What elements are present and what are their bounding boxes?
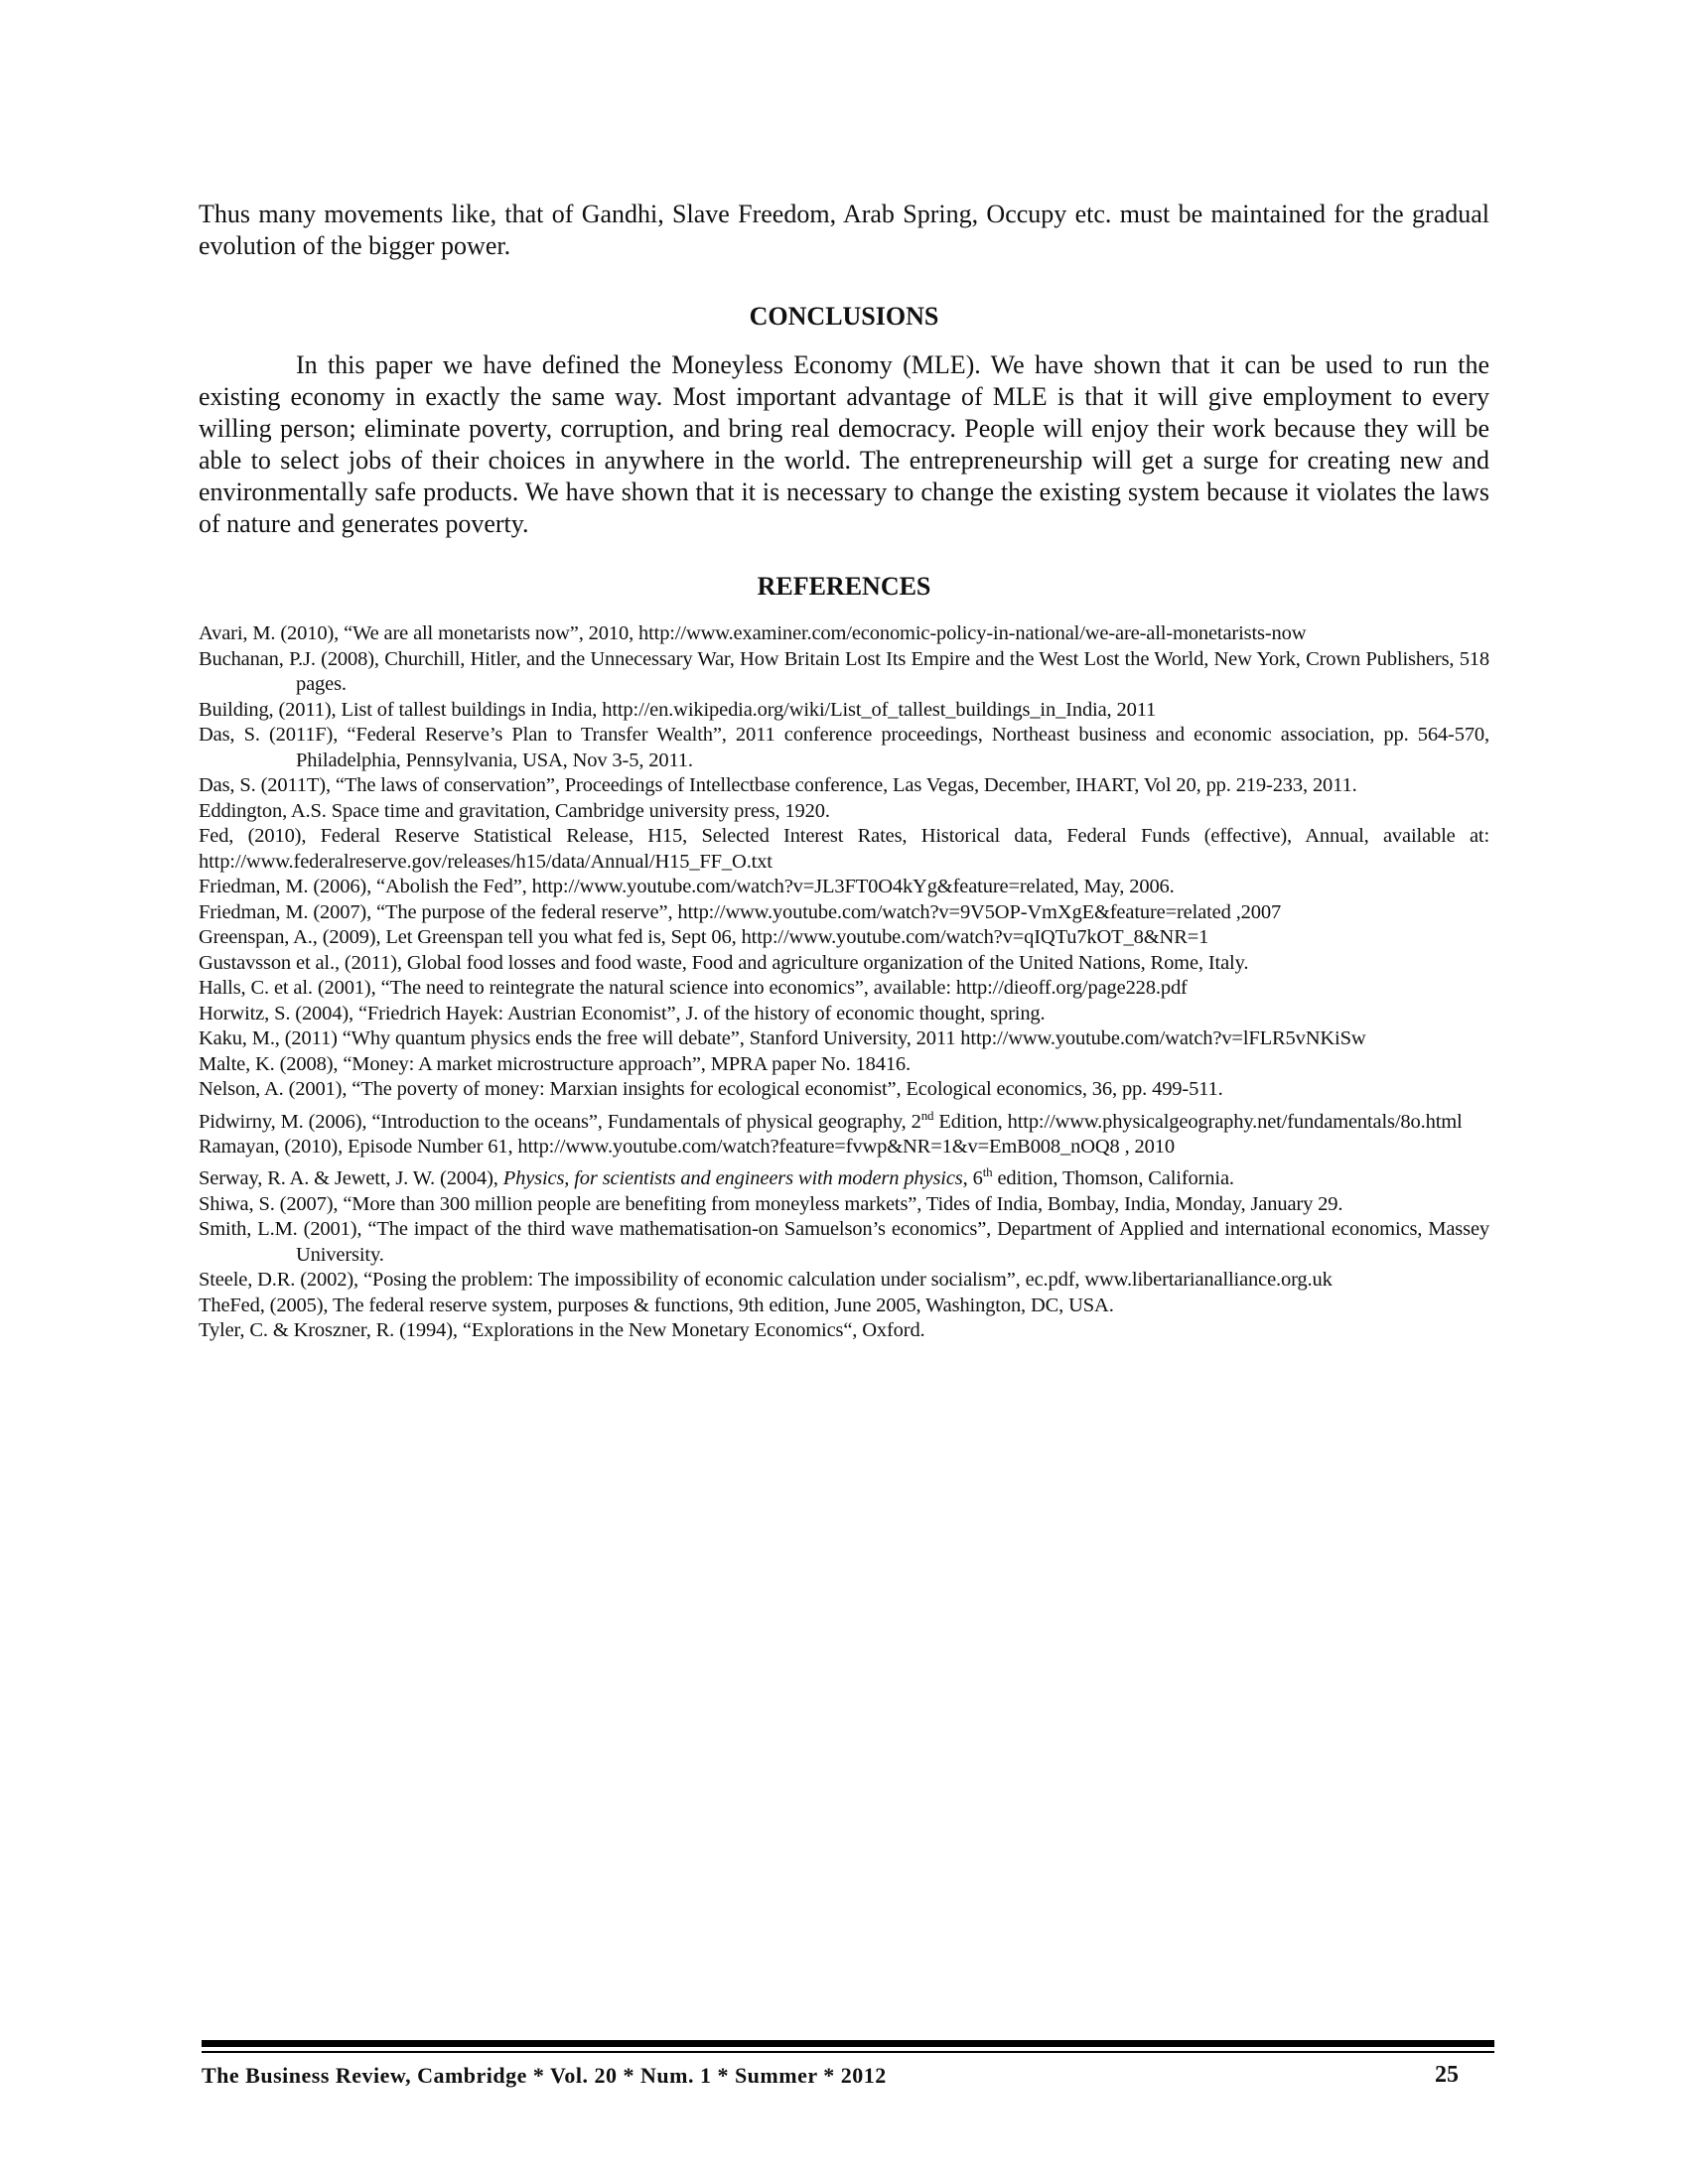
reference-item: Halls, C. et al. (2001), “The need to reintegrate the natural science into economics”, available: http://dieoff.org/page228.pdf — [199, 977, 1188, 999]
reference-item: Horwitz, S. (2004), “Friedrich Hayek: Austrian Economist”, J. of the history of economic thought, spring. — [199, 1002, 1046, 1024]
reference-item: Greenspan, A., (2009), Let Greenspan tell you what fed is, Sept 06, http://www.youtube.com/watch?v=qIQTu7kOT_8&NR=1 — [199, 926, 1209, 948]
reference-item: Tyler, C. & Kroszner, R. (1994), “Explorations in the New Monetary Economics“, Oxford. — [199, 1319, 925, 1342]
reference-item: TheFed, (2005), The federal reserve system, purposes & functions, 9th edition, June 2005, Washington, DC, USA. — [199, 1294, 1114, 1316]
reference-item: Malte, K. (2008), “Money: A market microstructure approach”, MPRA paper No. 18416. — [199, 1052, 911, 1075]
reference-item: Eddington, A.S. Space time and gravitation, Cambridge university press, 1920. — [199, 799, 830, 822]
reference-item: Buchanan, P.J. (2008), Churchill, Hitler, and the Unnecessary War, How Britain Lost Its Empire and the West Lost the World, New York, Crown Publishers, 518 pages. — [199, 647, 1489, 695]
reference-item: Das, S. (2011F), “Federal Reserve’s Plan to Transfer Wealth”, 2011 conference proceedings, Northeast business and economic association, pp. 564-570, Philadelphia, Pennsylvania, USA, Nov 3-5, 2011. — [199, 724, 1489, 771]
reference-item: Das, S. (2011T), “The laws of conservation”, Proceedings of Intellectbase conference, Las Vegas, December, IHART, Vol 20, pp. 219-233, 2011. — [199, 774, 1357, 796]
reference-item: Ramayan, (2010), Episode Number 61, http://www.youtube.com/watch?feature=fvwp&NR=1&v=EmB008_nOQ8 , 2010 — [199, 1135, 1175, 1158]
reference-item: Serway, R. A. & Jewett, J. W. (2004), Physics, for scientists and engineers with modern physics, 6th edition, Thomson, California. — [199, 1164, 1234, 1190]
conclusions-heading: CONCLUSIONS — [749, 302, 939, 331]
reference-item: Friedman, M. (2006), “Abolish the Fed”, http://www.youtube.com/watch?v=JL3FT0O4kYg&feature=related, May, 2006. — [199, 876, 1175, 897]
reference-item: Pidwirny, M. (2006), “Introduction to the oceans”, Fundamentals of physical geography, 2nd Edition, http://www.physicalgeography.net/fundamentals/8o.html — [199, 1107, 1463, 1133]
footer-journal-citation: The Business Review, Cambridge * Vol. 20 * Num. 1 * Summer * 2012 — [202, 2063, 887, 2088]
reference-item: Smith, L.M. (2001), “The impact of the third wave mathematisation-on Samuelson’s economics”, Department of Applied and international economics, Massey University. — [199, 1218, 1489, 1266]
reference-item: Fed, (2010), Federal Reserve Statistical Release, H15, Selected Interest Rates, Historical data, Federal Funds (effective), Annual, available at: http://www.federalreserve.gov/releases/h15/data/Annual/H15_FF_O.txt — [199, 825, 1489, 873]
intro-paragraph: Thus many movements like, that of Gandhi, Slave Freedom, Arab Spring, Occupy etc. must be maintained for the gradual evolution of the bigger power. — [199, 200, 1489, 260]
page-number: 25 — [1435, 2062, 1459, 2088]
reference-item: Avari, M. (2010), “We are all monetarists now”, 2010, http://www.examiner.com/economic-policy-in-national/we-are-all-monetarists-now — [199, 622, 1307, 644]
reference-item: Kaku, M., (2011) “Why quantum physics ends the free will debate”, Stanford University, 2011 http://www.youtube.com/watch?v=lFLR5vNKiSw — [199, 1027, 1366, 1049]
conclusions-paragraph: In this paper we have defined the Moneyless Economy (MLE). We have shown that it can be used to run the existing economy in exactly the same way. Most important advantage of MLE is that it will give employment to every willing person; eliminate poverty, corruption, and bring real democracy. People will enjoy their work because they will be able to select jobs of their choices in anywhere in the world. The entrepreneurship will get a surge for creating new and environmentally safe products. We have shown that it is necessary to change the existing system because it violates the laws of nature and generates poverty. — [199, 350, 1489, 538]
reference-item: Shiwa, S. (2007), “More than 300 million people are benefiting from moneyless markets”, Tides of India, Bombay, India, Monday, January 29. — [199, 1192, 1343, 1215]
references-heading: REFERENCES — [757, 572, 931, 601]
reference-item: Building, (2011), List of tallest buildings in India, http://en.wikipedia.org/wiki/List_of_tallest_buildings_in_India, 2011 — [199, 698, 1157, 721]
references-list — [199, 621, 1489, 1344]
reference-item: Friedman, M. (2007), “The purpose of the federal reserve”, http://www.youtube.com/watch?v=9V5OP-VmXgE&feature=related ,2007 — [199, 900, 1282, 923]
page-content — [199, 199, 1489, 1344]
reference-item: Gustavsson et al., (2011), Global food losses and food waste, Food and agriculture organization of the United Nations, Rome, Italy. — [199, 951, 1249, 974]
footer-rule-thick — [202, 2040, 1494, 2047]
footer-rule-thin — [202, 2051, 1494, 2053]
reference-item: Steele, D.R. (2002), “Posing the problem: The impossibility of economic calculation under socialism”, ec.pdf, www.libertarianalliance.org.uk — [199, 1269, 1333, 1292]
reference-item: Nelson, A. (2001), “The poverty of money: Marxian insights for ecological economist”, Ecological economics, 36, pp. 499-511. — [199, 1078, 1223, 1100]
